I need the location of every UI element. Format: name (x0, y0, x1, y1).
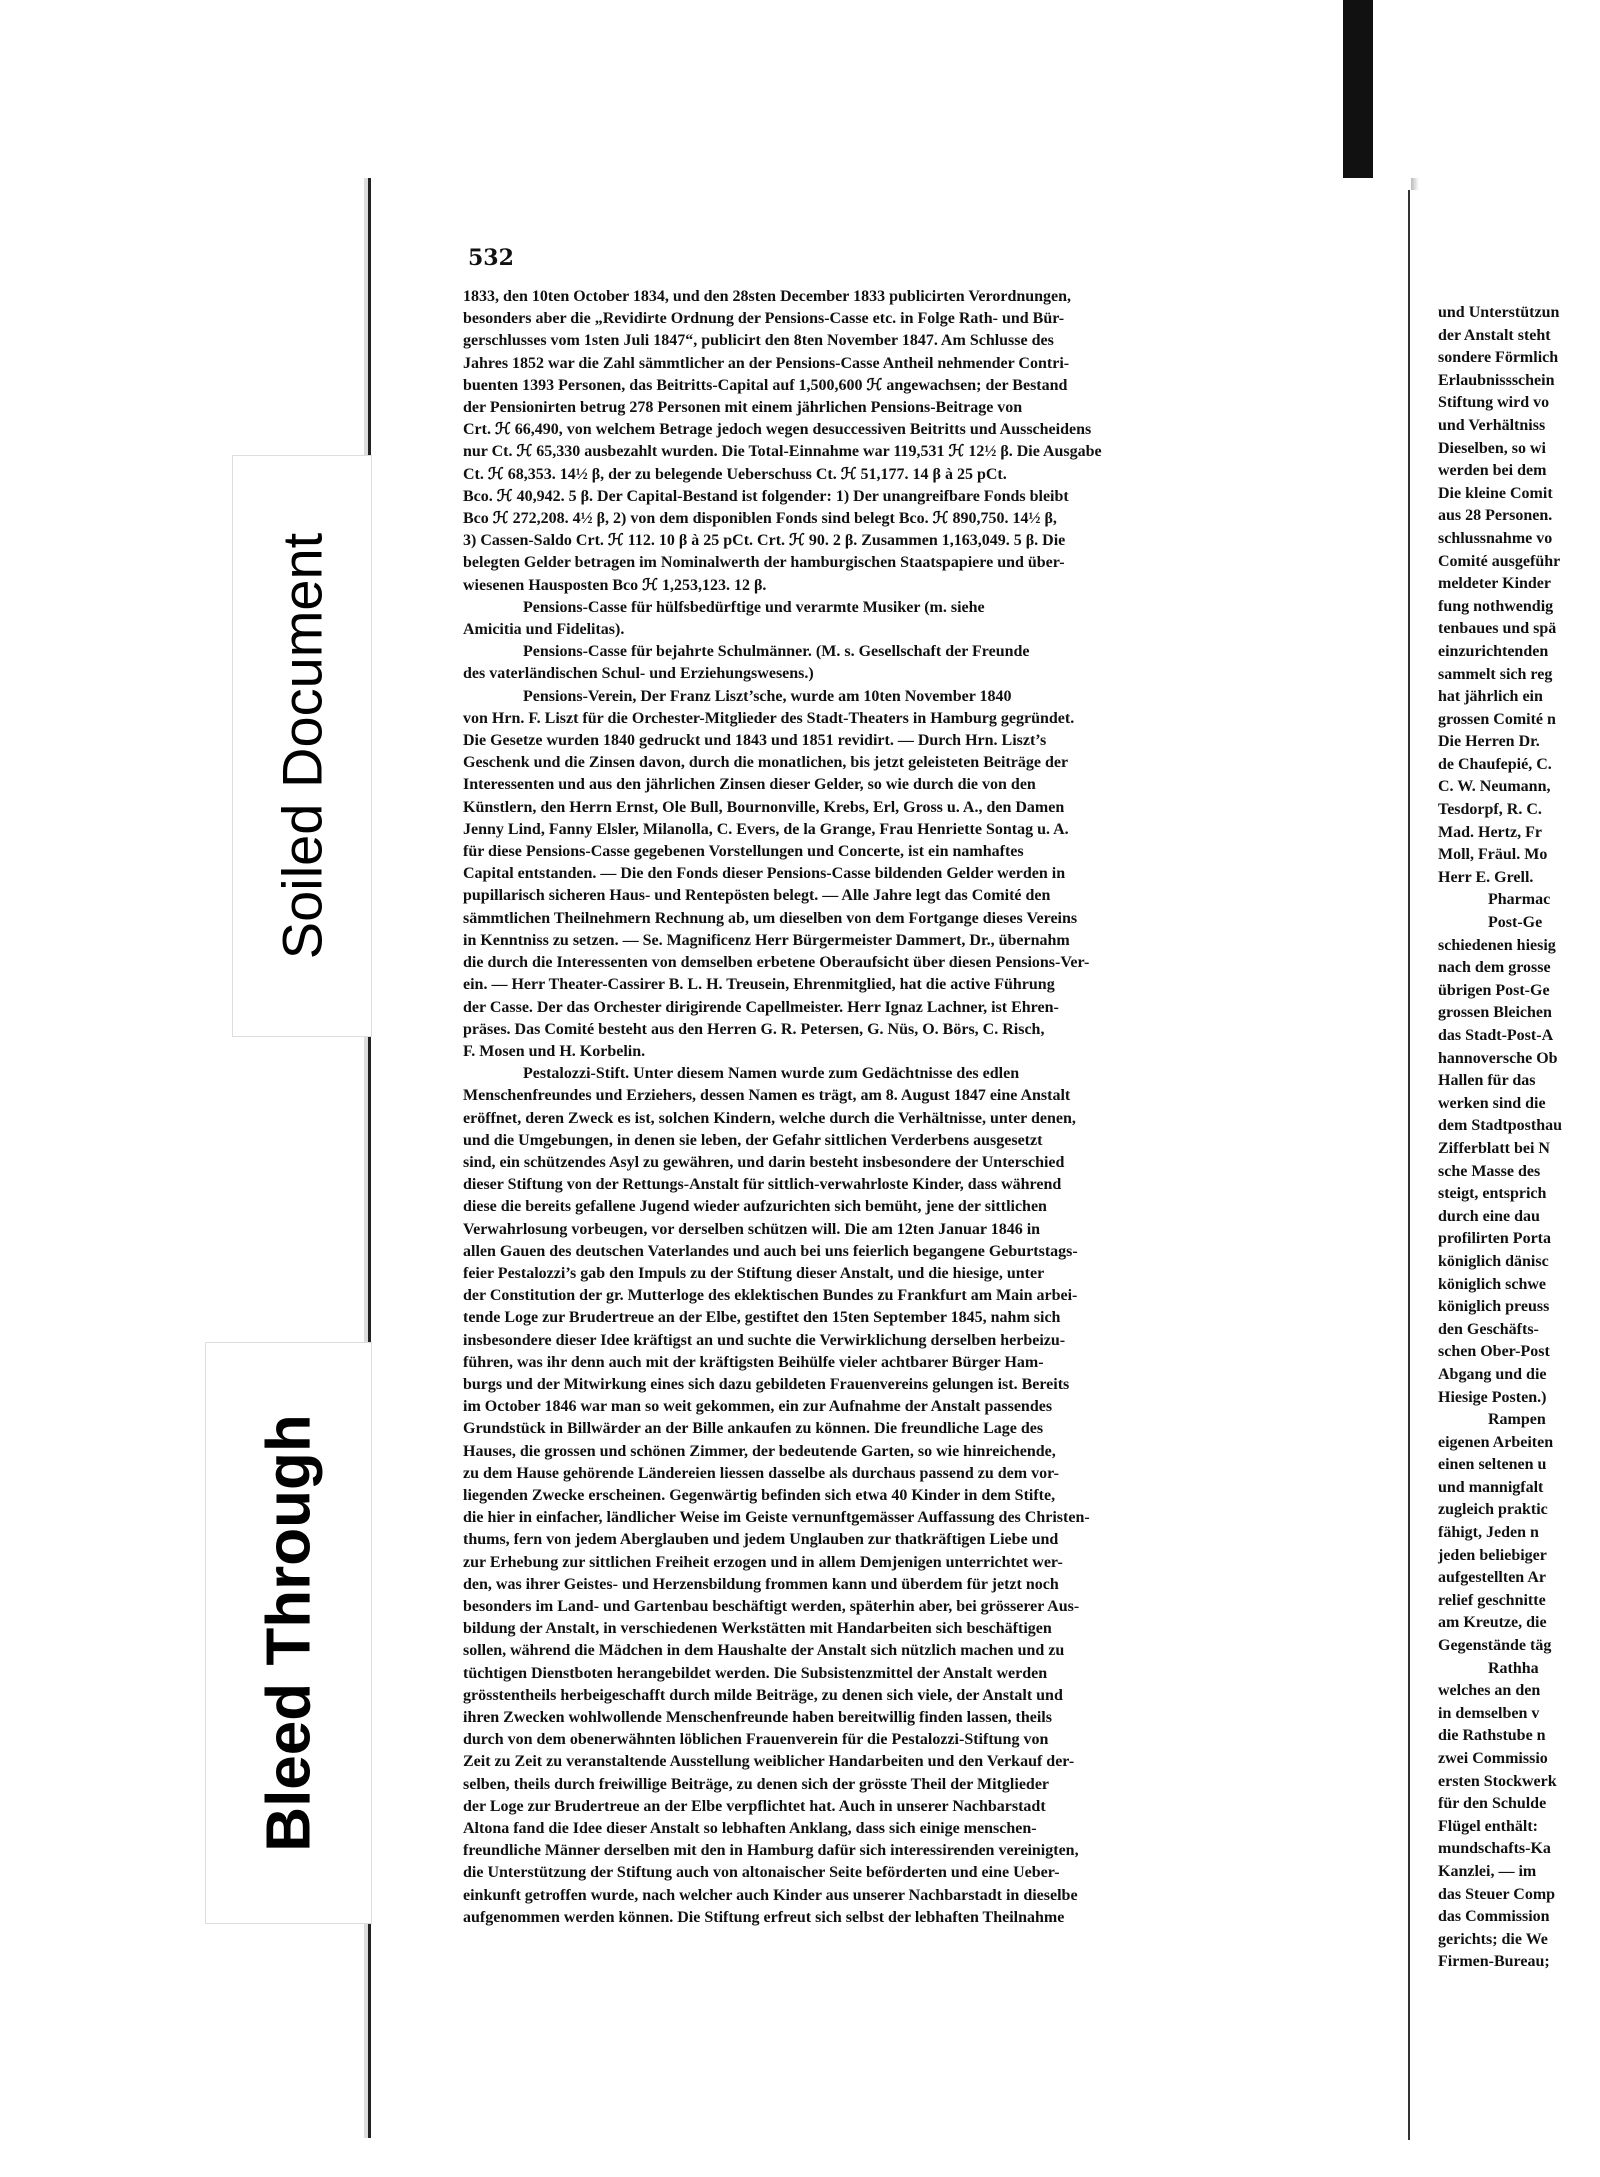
text-line: eröffnet, deren Zweck es ist, solchen Kindern, welche durch die Verhältnisse, unter denen, (463, 1109, 1076, 1127)
text-line: fähigt, Jeden n (1438, 1524, 1539, 1542)
text-line: präses. Das Comité besteht aus den Herren G. R. Petersen, G. Nüs, O. Börs, C. Risch, (463, 1020, 1045, 1038)
text-line: relief geschnitte (1438, 1591, 1546, 1609)
text-line: Zeit zu Zeit zu veranstaltende Ausstellung weiblicher Handarbeiten und den Verkauf der- (463, 1753, 1075, 1771)
text-line: zu dem Hause gehörende Ländereien liessen dasselbe als durchaus passend zu dem vor- (463, 1464, 1059, 1482)
text-line: Zifferblatt bei N (1438, 1139, 1550, 1157)
text-line: sind, ein schützendes Asyl zu gewähren, und darin besteht insbesondere der Unterschied (463, 1153, 1065, 1171)
text-line: aufgestellten Ar (1438, 1569, 1546, 1587)
text-line: Herr E. Grell. (1438, 868, 1534, 886)
text-line: nur Ct. ℋ 65,330 ausbezahlt wurden. Die Total-Einnahme war 119,531 ℋ 12½ β. Die Ausgabe (463, 443, 1102, 461)
text-line: Verwahrlosung vorbeugen, vor derselben schützen will. Die am 12ten Januar 1846 in (463, 1220, 1041, 1238)
right-page-text (1438, 302, 1600, 1974)
text-line: pupillarisch sicheren Haus- und Rentepösten belegt. — Alle Jahre legt das Comité den (463, 887, 1051, 905)
text-line: mundschafts-Ka (1438, 1840, 1551, 1858)
text-line: Rathha (1488, 1659, 1539, 1677)
text-line: zwei Commissio (1438, 1750, 1548, 1767)
text-line: dem Stadtposthau (1438, 1117, 1563, 1135)
text-line: C. W. Neumann, (1438, 778, 1551, 796)
text-line: dieser Stiftung von der Rettungs-Anstalt für sittlich-verwahrloste Kinder, dass während (463, 1176, 1062, 1194)
text-line: zur Erhebung zur sittlichen Freiheit erzogen und in allem Demjenigen unterrichtet wer- (463, 1553, 1063, 1571)
text-line: Die kleine Comit (1438, 484, 1553, 502)
text-line: belegten Gelder betragen im Nominalwerth der hamburgischen Staatspapiere und über- (463, 554, 1065, 572)
text-line: von Hrn. F. Liszt für die Orchester-Mitglieder des Stadt-Theaters in Hamburg gegründet. (463, 709, 1075, 727)
text-line: Kanzlei, — im (1438, 1862, 1537, 1880)
text-line: werden bei dem (1438, 462, 1547, 480)
text-line: das Commission (1438, 1908, 1550, 1926)
text-line: thums, fern von jedem Aberglauben und jedem Unglauben zur thatkräftigen Liebe und (463, 1531, 1059, 1549)
text-line: zugleich praktic (1438, 1501, 1548, 1519)
text-line: Künstlern, den Herrn Ernst, Ole Bull, Bournonville, Krebs, Erl, Gross u. A., den Damen (463, 798, 1065, 816)
text-line: Crt. ℋ 66,490, von welchem Betrage jedoch wegen desuccessiven Beitritts und Ausscheidens (463, 421, 1092, 439)
text-line: Pensions-Casse für bejahrte Schulmänner. (M. s. Gesellschaft der Freunde (523, 643, 1030, 661)
text-line: für diese Pensions-Casse gegebenen Vorstellungen und Concerte, ist ein namhaftes (463, 843, 1024, 861)
text-line: einkunft getroffen wurde, nach welcher auch Kinder aus unserer Nachbarstadt in dieselbe (463, 1886, 1078, 1904)
text-line: Hallen für das (1438, 1072, 1536, 1090)
text-line: ersten Stockwerk (1438, 1772, 1557, 1790)
text-line: ein. — Herr Theater-Cassirer B. L. H. Treusein, Ehrenmitglied, hat die active Führung (463, 976, 1055, 994)
text-line: Bco ℋ 272,208. 4½ β, 2) von dem disponiblen Fonds sind belegt Bco. ℋ 890,750. 14½ β, (463, 510, 1057, 528)
soiled-document-label-text: Soiled Document (270, 532, 334, 960)
text-line: Pharmac (1488, 891, 1551, 909)
text-line: sämmtlichen Theilnehmern Rechnung ab, um dieselben von dem Fortgange dieses Vereins (463, 909, 1078, 927)
text-line: buenten 1393 Personen, das Beitritts-Capital auf 1,500,600 ℋ angewachsen; der Bestand (463, 376, 1068, 394)
text-line: eigenen Arbeiten (1438, 1433, 1554, 1451)
text-line: Jahres 1852 war die Zahl sämmtlicher an der Pensions-Casse Antheil nehmender Contri- (463, 354, 1070, 372)
text-line: einzurichtenden (1438, 642, 1549, 660)
text-line: welches an den (1438, 1682, 1541, 1700)
text-line: schlussnahme vo (1438, 529, 1553, 547)
bleed-through-label (205, 1342, 372, 1924)
text-line: 1833, den 10ten October 1834, und den 28sten December 1833 publicirten Verordnungen, (463, 288, 1072, 305)
text-line: tende Loge zur Brudertreue an der Elbe, gestiftet den 15ten September 1845, nahm sich (463, 1309, 1061, 1327)
text-line: und die Umgebungen, in denen sie leben, der Gefahr sittlichen Verderbens ausgesetzt (463, 1131, 1043, 1149)
text-line: freundliche Männer derselben mit den in Hamburg dafür sich interessirenden vereinigten, (463, 1842, 1079, 1860)
text-line: besonders im Land- und Gartenbau beschäftigt werden, späterhin aber, bei grösserer Aus- (463, 1597, 1080, 1615)
text-line: grösstentheils herbeigeschafft durch milde Beiträge, zu denen sich viele, der Anstalt und (463, 1686, 1063, 1704)
text-line: de Chaufepié, C. (1438, 755, 1552, 773)
text-line: die Unterstützung der Stiftung auch von altonaischer Seite beförderten und eine Ueber- (463, 1864, 1060, 1882)
text-line: des vaterländischen Schul- und Erziehungswesens.) (463, 665, 814, 683)
text-line: liegenden Zwecke erscheinen. Gegenwärtig befinden sich etwa 40 Kinder in dem Stifte, (463, 1486, 1056, 1504)
text-line: Abgang und die (1438, 1365, 1547, 1383)
text-line: der Anstalt steht (1438, 326, 1551, 344)
page-number: 532 (468, 245, 514, 271)
text-line: wiesenen Hausposten Bco ℋ 1,253,123. 12 β. (463, 576, 767, 594)
text-line: Rampen (1488, 1411, 1546, 1429)
text-line: werken sind die (1438, 1094, 1546, 1112)
soiled-document-label (232, 455, 372, 1037)
text-line: durch eine dau (1438, 1207, 1540, 1225)
text-line: Erlaubnissschein (1438, 371, 1555, 389)
text-line: in demselben v (1438, 1704, 1540, 1722)
text-line: im October 1846 war man so weit gekommen, ein zur Aufnahme der Anstalt passendes (463, 1398, 1053, 1416)
text-line: profilirten Porta (1438, 1230, 1552, 1248)
text-line: gerschlusses vom 1sten Juli 1847“, publicirt den 8ten November 1847. Am Schlusse des (463, 332, 1054, 350)
text-line: königlich preuss (1438, 1298, 1550, 1316)
text-line: Pestalozzi-Stift. Unter diesem Namen wurde zum Gedächtnisse des edlen (523, 1065, 1020, 1083)
text-line: Ct. ℋ 68,353. 14½ β, der zu belegende Ueberschuss Ct. ℋ 51,177. 14 β à 25 pCt. (463, 465, 1007, 483)
text-line: ihren Zwecken wohlwollende Menschenfreunde haben bereitwillig finden lassen, theils (463, 1709, 1052, 1726)
text-line: Post-Ge (1488, 914, 1543, 932)
text-line: der Pensionirten betrug 278 Personen mit einem jährlichen Pensions-Beitrage von (463, 399, 1023, 417)
text-line: nach dem grosse (1438, 959, 1551, 977)
text-line: einen seltenen u (1438, 1456, 1547, 1474)
text-line: Interessenten und aus den jährlichen Zinsen dieser Gelder, so wie durch die von den (463, 776, 1036, 794)
text-line: die Rathstube n (1438, 1727, 1546, 1745)
text-line: Hauses, die grossen und schönen Zimmer, der bedeutende Garten, so wie hinreichende, (463, 1442, 1056, 1460)
text-line: königlich schwe (1438, 1275, 1547, 1293)
text-line: meldeter Kinder (1438, 575, 1552, 593)
text-line: tenbaues und spä (1438, 620, 1557, 638)
text-line: Moll, Fräul. Mo (1438, 846, 1548, 864)
text-line: 3) Cassen-Saldo Crt. ℋ 112. 10 β à 25 pCt. Crt. ℋ 90. 2 β. Zusammen 1,163,049. 5 β. Die (463, 532, 1066, 550)
text-line: und Unterstützun (1438, 304, 1560, 321)
text-line: diese die bereits gefallene Jugend wieder aufzurichten sich bemüht, jene der sittlichen (463, 1198, 1047, 1216)
text-line: durch von dem obenerwähnten löblichen Frauenverein für die Pestalozzi-Stiftung von (463, 1731, 1049, 1749)
text-line: Jenny Lind, Fanny Elsler, Milanolla, C. Evers, de la Grange, Frau Henriette Sontag u. A. (463, 820, 1069, 838)
text-line: steigt, entsprich (1438, 1185, 1547, 1203)
text-line: Geschenk und die Zinsen davon, durch die monatlichen, bis jetzt geleisteten Beiträge der (463, 754, 1069, 772)
text-line: und Verhältniss (1438, 416, 1546, 434)
text-line: Comité ausgeführ (1438, 552, 1561, 570)
left-page-text (463, 286, 1383, 1929)
text-line: grossen Comité n (1438, 710, 1556, 728)
right-page (1408, 190, 1600, 2140)
text-line: fung nothwendig (1438, 597, 1554, 615)
text-line: bildung der Anstalt, in verschiedenen Werkstätten mit Handarbeiten sich beschäftigen (463, 1620, 1052, 1638)
text-line: und mannigfalt (1438, 1478, 1544, 1496)
text-line: Flügel enthält: (1438, 1817, 1538, 1835)
text-line: Grundstück in Billwärder an der Bille ankaufen zu können. Die freundliche Lage des (463, 1420, 1044, 1438)
text-line: königlich dänisc (1438, 1252, 1549, 1270)
text-line: sche Masse des (1438, 1162, 1541, 1180)
text-line: das Stadt-Post-A (1438, 1027, 1554, 1044)
text-line: Bco. ℋ 40,942. 5 β. Der Capital-Bestand ist folgender: 1) Der unangreifbare Fonds bleibt (463, 487, 1069, 505)
text-line: Altona fand die Idee dieser Anstalt so lebhaften Anklang, dass sich einige menschen- (463, 1820, 1037, 1838)
text-line: feier Pestalozzi’s gab den Impuls zu der Stiftung dieser Anstalt, und die hiesige, unter (463, 1264, 1045, 1282)
text-line: Pensions-Verein, Der Franz Liszt’sche, wurde am 10ten November 1840 (523, 687, 1012, 705)
text-line: führen, was ihr denn auch mit der kräftigsten Beihülfe vieler achtbarer Bürger Ham- (463, 1353, 1044, 1371)
text-line: Amicitia und Fidelitas). (463, 621, 625, 639)
text-line: schen Ober-Post (1438, 1343, 1550, 1361)
text-line: für den Schulde (1438, 1795, 1547, 1813)
text-line: Die Gesetze wurden 1840 gedruckt und 1843 und 1851 revidirt. — Durch Hrn. Liszt’s (463, 732, 1047, 750)
text-line: den, was ihrer Geistes- und Herzensbildung frommen kann und überdem für jetzt noch (463, 1575, 1059, 1593)
text-line: Gegenstände täg (1438, 1637, 1552, 1655)
text-line: schiedenen hiesig (1438, 936, 1556, 954)
left-page (368, 178, 1411, 2138)
text-line: der Loge zur Brudertreue an der Elbe verpflichtet hat. Auch in unserer Nachbarstadt (463, 1797, 1046, 1815)
text-line: der Casse. Der das Orchester dirigirende Capellmeister. Herr Ignaz Lachner, ist Ehren- (463, 998, 1059, 1016)
text-line: Capital entstanden. — Die den Fonds dieser Pensions-Casse bildenden Gelder werden in (463, 865, 1066, 883)
text-line: allen Gauen des deutschen Vaterlandes und auch bei uns feierlich begangene Geburtstags- (463, 1242, 1078, 1260)
text-line: die hier in einfacher, ländlicher Weise im Geiste vernunftgemässer Auffassung des Christen- (463, 1509, 1090, 1527)
text-line: aus 28 Personen. (1438, 507, 1553, 525)
text-line: in Kenntniss zu setzen. — Se. Magnificenz Herr Bürgermeister Dammert, Dr., übernahm (463, 931, 1070, 949)
text-line: Pensions-Casse für hülfsbedürftige und verarmte Musiker (m. siehe (523, 598, 985, 616)
text-line: Die Herren Dr. (1438, 733, 1540, 751)
text-line: hat jährlich ein (1438, 688, 1543, 706)
text-line: Mad. Hertz, Fr (1438, 823, 1542, 841)
text-line: selben, theils durch freiwillige Beiträge, zu denen sich der grösste Theil der Mitglieder (463, 1775, 1050, 1793)
text-line: das Steuer Comp (1438, 1885, 1556, 1903)
text-line: Dieselben, so wi (1438, 439, 1546, 457)
text-line: den Geschäfts- (1438, 1320, 1539, 1338)
text-line: Tesdorpf, R. C. (1438, 801, 1542, 819)
text-line: die durch die Interessenten von demselben erbetene Oberaufsicht über diesen Pensions-Ver- (463, 954, 1090, 972)
text-line: Hiesige Posten.) (1438, 1388, 1547, 1406)
text-line: der Constitution der gr. Mutterloge des eklektischen Bundes zu Frankfurt am Main arbei- (463, 1287, 1078, 1305)
text-line: jeden beliebiger (1438, 1546, 1547, 1564)
text-line: am Kreutze, die (1438, 1614, 1547, 1632)
text-line: sollen, während die Mädchen in dem Haushalte der Anstalt sich nützlich machen und zu (463, 1642, 1065, 1660)
text-line: insbesondere dieser Idee kräftigst an und suchte die Verwirklichung derselben herbeizu- (463, 1331, 1066, 1349)
text-line: hannoversche Ob (1438, 1049, 1558, 1067)
text-line: tüchtigen Dienstboten herangebildet werden. Die Subsistenzmittel der Anstalt werden (463, 1664, 1048, 1682)
text-line: sondere Förmlich (1438, 349, 1559, 367)
text-line: übrigen Post-Ge (1438, 981, 1550, 999)
text-line: grossen Bleichen (1438, 1004, 1552, 1022)
text-line: gerichts; die We (1438, 1930, 1548, 1948)
text-line: Menschenfreundes und Erziehers, dessen Namen es trägt, am 8. August 1847 eine Anstalt (463, 1087, 1071, 1105)
text-line: F. Mosen und H. Korbelin. (463, 1042, 646, 1060)
text-line: aufgenommen werden können. Die Stiftung erfreut sich selbst der lebhaften Theilnahme (463, 1908, 1065, 1926)
bleed-through-label-text: Bleed Through (254, 1414, 323, 1852)
text-line: Stiftung wird vo (1438, 394, 1550, 412)
text-line: besonders aber die „Revidirte Ordnung der Pensions-Casse etc. in Folge Rath- und Bür- (463, 310, 1065, 328)
text-line: Firmen-Bureau; (1438, 1953, 1550, 1971)
text-line: sammelt sich reg (1438, 665, 1553, 683)
text-line: burgs und der Mitwirkung eines sich dazu gebildeten Frauenvereins gelungen ist. Bereits (463, 1375, 1070, 1393)
